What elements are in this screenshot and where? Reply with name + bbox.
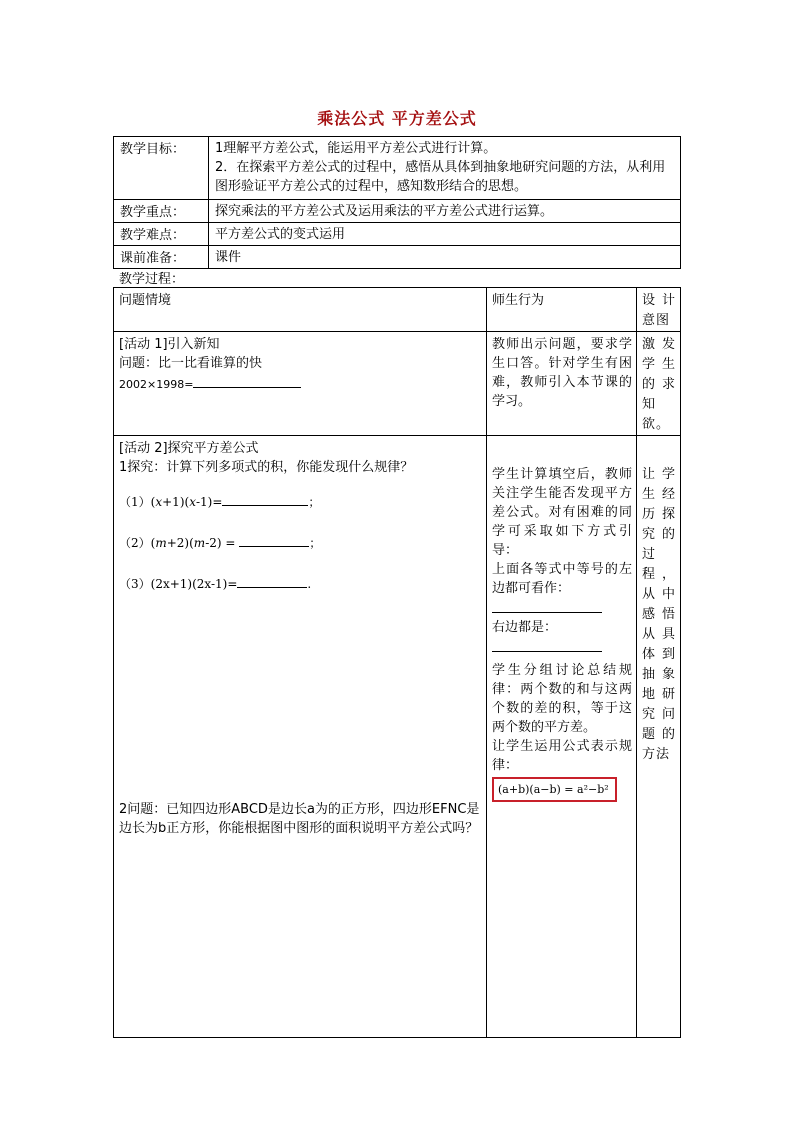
activity1-title: [活动 1]引入新知	[119, 337, 220, 352]
activity2-teacher: 学生计算填空后，教师关注学生能否发现平方差公式。对有困难的同学可采取如下方式引导： 上面各等式中等号的左边都可看作： 右边都是： 学生分组讨论总结规律：两个数的和与这两个数的差的积，等于这两个数的平方差。 让学生运用公式表示规律： (a+b)(a−b) = a²−b²	[487, 436, 637, 1038]
activity2-cell	[114, 436, 487, 1038]
activity2-explore: 1探究：计算下列多项式的积，你能发现什么规律？	[119, 460, 414, 475]
info-value: 平方差公式的变式运用	[209, 223, 681, 246]
activity1-cell	[114, 332, 487, 436]
info-value: 课件	[209, 246, 681, 269]
info-line: 2．在探索平方差公式的过程中，感悟从具体到抽象地研究问题的方法，从利用图形验证平方差公式的过程中，感知数形结合的思想。	[215, 160, 666, 194]
info-key: 课前准备：	[114, 246, 209, 269]
question-2: 2问题：已知四边形ABCD是边长a为的正方形，四边形EFNC是边长为b正方形，你能根据图中图形的面积说明平方差公式吗？	[119, 802, 480, 836]
problem-3: （3）(2x+1)(2x-1)= .	[119, 573, 482, 594]
info-key: 教学目标：	[114, 137, 209, 200]
problem-2: （2）(m+2)(m-2) = ；	[119, 532, 482, 553]
header-behavior: 师生行为	[487, 288, 637, 332]
info-key: 教学重点：	[114, 200, 209, 223]
formula-box: (a+b)(a−b) = a²−b²	[492, 777, 617, 802]
process-table	[113, 287, 681, 1038]
info-line: 1理解平方差公式，能运用平方差公式进行计算。	[215, 141, 497, 156]
header-intent: 设计意图	[637, 288, 681, 332]
activity1-question: 问题：比一比看谁算的快	[119, 356, 263, 371]
process-label: 教学过程：	[119, 272, 185, 287]
info-value	[209, 137, 681, 200]
problem-1: （1）(x+1)(x-1)= ；	[119, 491, 482, 512]
activity2-title: [活动 2]探究平方差公式	[119, 441, 259, 456]
header-situation: 问题情境	[114, 288, 487, 332]
page-title: 乘法公式 平方差公式	[317, 109, 477, 128]
info-key: 教学难点：	[114, 223, 209, 246]
activity1-expression: 2002×1998=	[119, 373, 482, 394]
info-table	[113, 136, 681, 269]
info-value: 探究乘法的平方差公式及运用乘法的平方差公式进行运算。	[209, 200, 681, 223]
activity2-intent: 让学生经历探究的过程，从中感悟从具体到抽象地研究问题的方法	[637, 436, 681, 1038]
activity1-intent: 激发学生的求知欲。	[637, 332, 681, 436]
activity1-teacher: 教师出示问题，要求学生口答。针对学生有困难，教师引入本节课的学习。	[487, 332, 637, 436]
